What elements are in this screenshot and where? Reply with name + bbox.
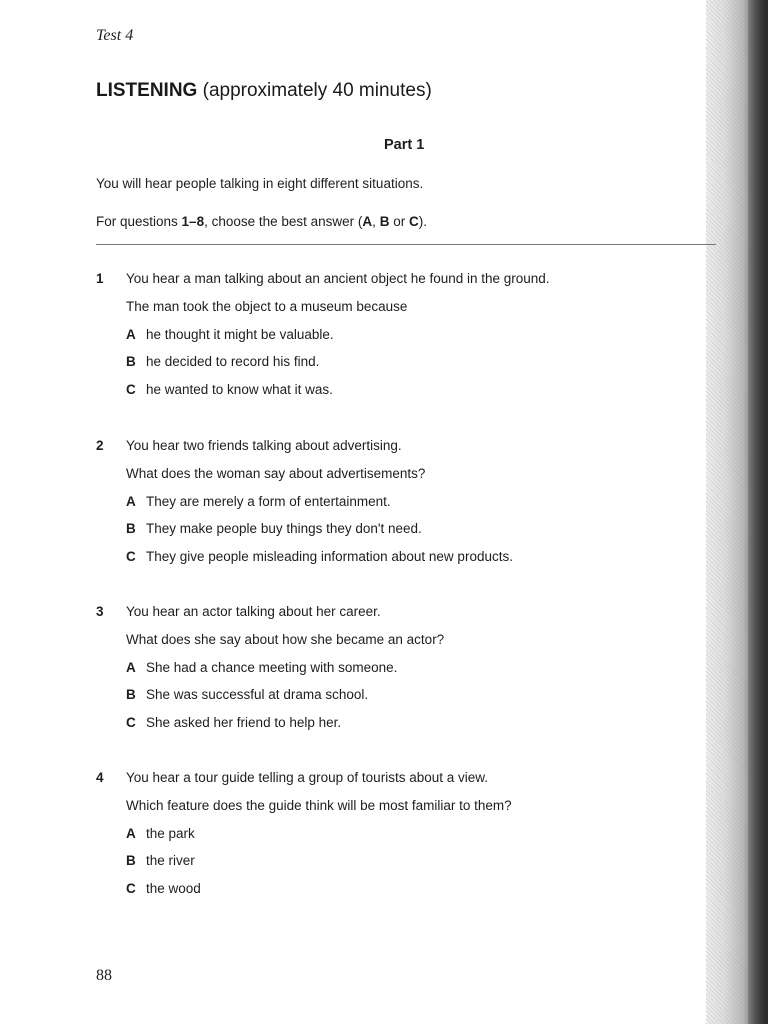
intro-line-1: You will hear people talking in eight different situations. [96,176,424,191]
section-title [96,80,432,102]
option-text: They are merely a form of entertainment. [146,494,391,509]
option-c [126,715,341,730]
option-text: he thought it might be valuable. [146,327,334,342]
question-number: 2 [96,438,104,453]
option-text: he wanted to know what it was. [146,382,333,397]
option-text: She had a chance meeting with someone. [146,660,398,675]
running-head: Test 4 [96,27,134,44]
option-letter: B [126,521,136,536]
section-title-duration: (approximately 40 minutes) [197,80,432,101]
question-stem: What does she say about how she became an actor? [126,632,445,647]
option-c [126,549,513,564]
option-text: the wood [146,881,201,896]
book-gutter [748,0,768,1024]
option-letter: A [126,660,136,675]
option-letter: C [126,549,136,564]
option-text: the park [146,826,195,841]
option-letter: C [126,382,136,397]
option-c [126,881,201,896]
question-stem: What does the woman say about advertisements? [126,466,426,481]
option-letter: C [126,715,136,730]
option-letter: B [126,853,136,868]
question-stem: Which feature does the guide think will be most familiar to them? [126,798,512,813]
question-stem: The man took the object to a museum because [126,299,408,314]
option-b [126,521,422,536]
option-text: She was successful at drama school. [146,687,369,702]
question-context: You hear two friends talking about advertising. [126,438,402,453]
part-title: Part 1 [384,137,425,153]
option-text: the river [146,853,195,868]
option-letter: B [126,354,136,369]
option-letter: B [126,687,136,702]
option-text: he decided to record his find. [146,354,320,369]
intro-text: , [372,214,380,229]
option-letter-b: B [379,214,390,229]
option-text: They give people misleading information about new products. [146,549,513,564]
option-letter: A [126,494,136,509]
intro-text: For questions [96,214,182,229]
divider-rule [96,244,716,245]
option-letter: A [126,826,136,841]
option-a [126,826,195,841]
option-text: She asked her friend to help her. [146,715,342,730]
question-number: 3 [96,604,104,619]
intro-text: or [389,214,409,229]
question-context: You hear a man talking about an ancient object he found in the ground. [126,271,550,286]
page-number: 88 [96,967,112,984]
option-c [126,382,333,397]
question-number: 4 [96,770,104,785]
option-b [126,354,319,369]
question-range: 1–8 [181,214,205,229]
option-b [126,853,195,868]
question-context: You hear an actor talking about her career. [126,604,381,619]
section-title-bold: LISTENING [96,80,198,101]
option-letter-c: C [408,214,419,229]
option-text: They make people buy things they don't need. [146,521,422,536]
question-context: You hear a tour guide telling a group of tourists about a view. [126,770,488,785]
question-number: 1 [96,271,104,286]
intro-text: ). [418,214,427,229]
option-a [126,660,397,675]
option-b [126,687,368,702]
option-letter: A [126,327,136,342]
option-letter: C [126,881,136,896]
option-a [126,494,391,509]
intro-line-2 [96,214,427,229]
option-letter-a: A [362,214,373,229]
intro-text: , choose the best answer ( [204,214,363,229]
option-a [126,327,334,342]
